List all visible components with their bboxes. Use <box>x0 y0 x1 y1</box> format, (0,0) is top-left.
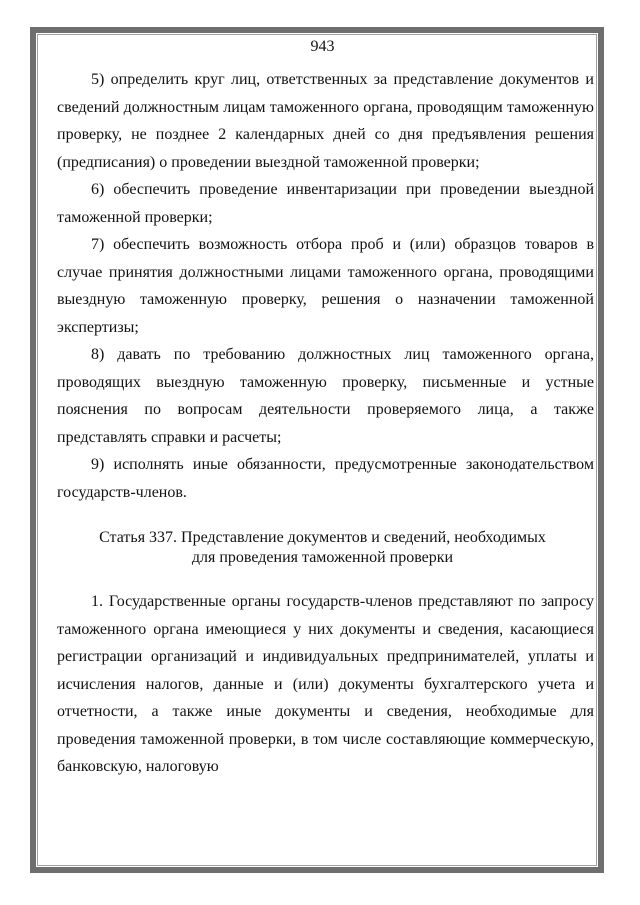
article-title-line-1: Статья 337. Представление документов и сведений, необходимых <box>99 529 546 546</box>
list-item-6: 6) обеспечить проведение инвентаризации при проведении выездной таможенной проверки; <box>57 181 594 226</box>
article-paragraph-1: 1. Государственные органы государств-членов представляют по запросу таможенного органа имеющиеся у них документы и сведения, касающиеся регистрации организаций и индивидуальных предпринимателей, уплаты и исчисления налогов, данные и (или) документы бухгалтерского учета и отчетности, а также иные документы и сведения, необходимые для проведения таможенной проверки, в том числе составляющие коммерческую, банковскую, налоговую <box>57 593 594 775</box>
document-page <box>57 38 594 781</box>
list-item-7: 7) обеспечить возможность отбора проб и (или) образцов товаров в случае принятия должностными лицами таможенного органа, проводящими выездную таможенную проверку, решения о назначении таможенной экспертизы; <box>57 236 594 336</box>
article-title-line-2: для проведения таможенной проверки <box>191 549 454 566</box>
list-item-9: 9) исполнять иные обязанности, предусмотренные законодательством государств-членов. <box>57 456 594 501</box>
list-item-5: 5) определить круг лиц, ответственных за представление документов и сведений должностным лицам таможенного органа, проводящим таможенную проверку, не позднее 2 календарных дней со дня предъявления решения (предписания) о проведении выездной таможенной проверки; <box>57 71 594 171</box>
article-heading <box>57 528 594 568</box>
page-number: 943 <box>310 38 335 55</box>
list-item-8: 8) давать по требованию должностных лиц таможенного органа, проводящих выездную таможенную проверку, письменные и устные пояснения по вопросам деятельности проверяемого лица, а также представлять справки и расчеты; <box>57 346 594 446</box>
